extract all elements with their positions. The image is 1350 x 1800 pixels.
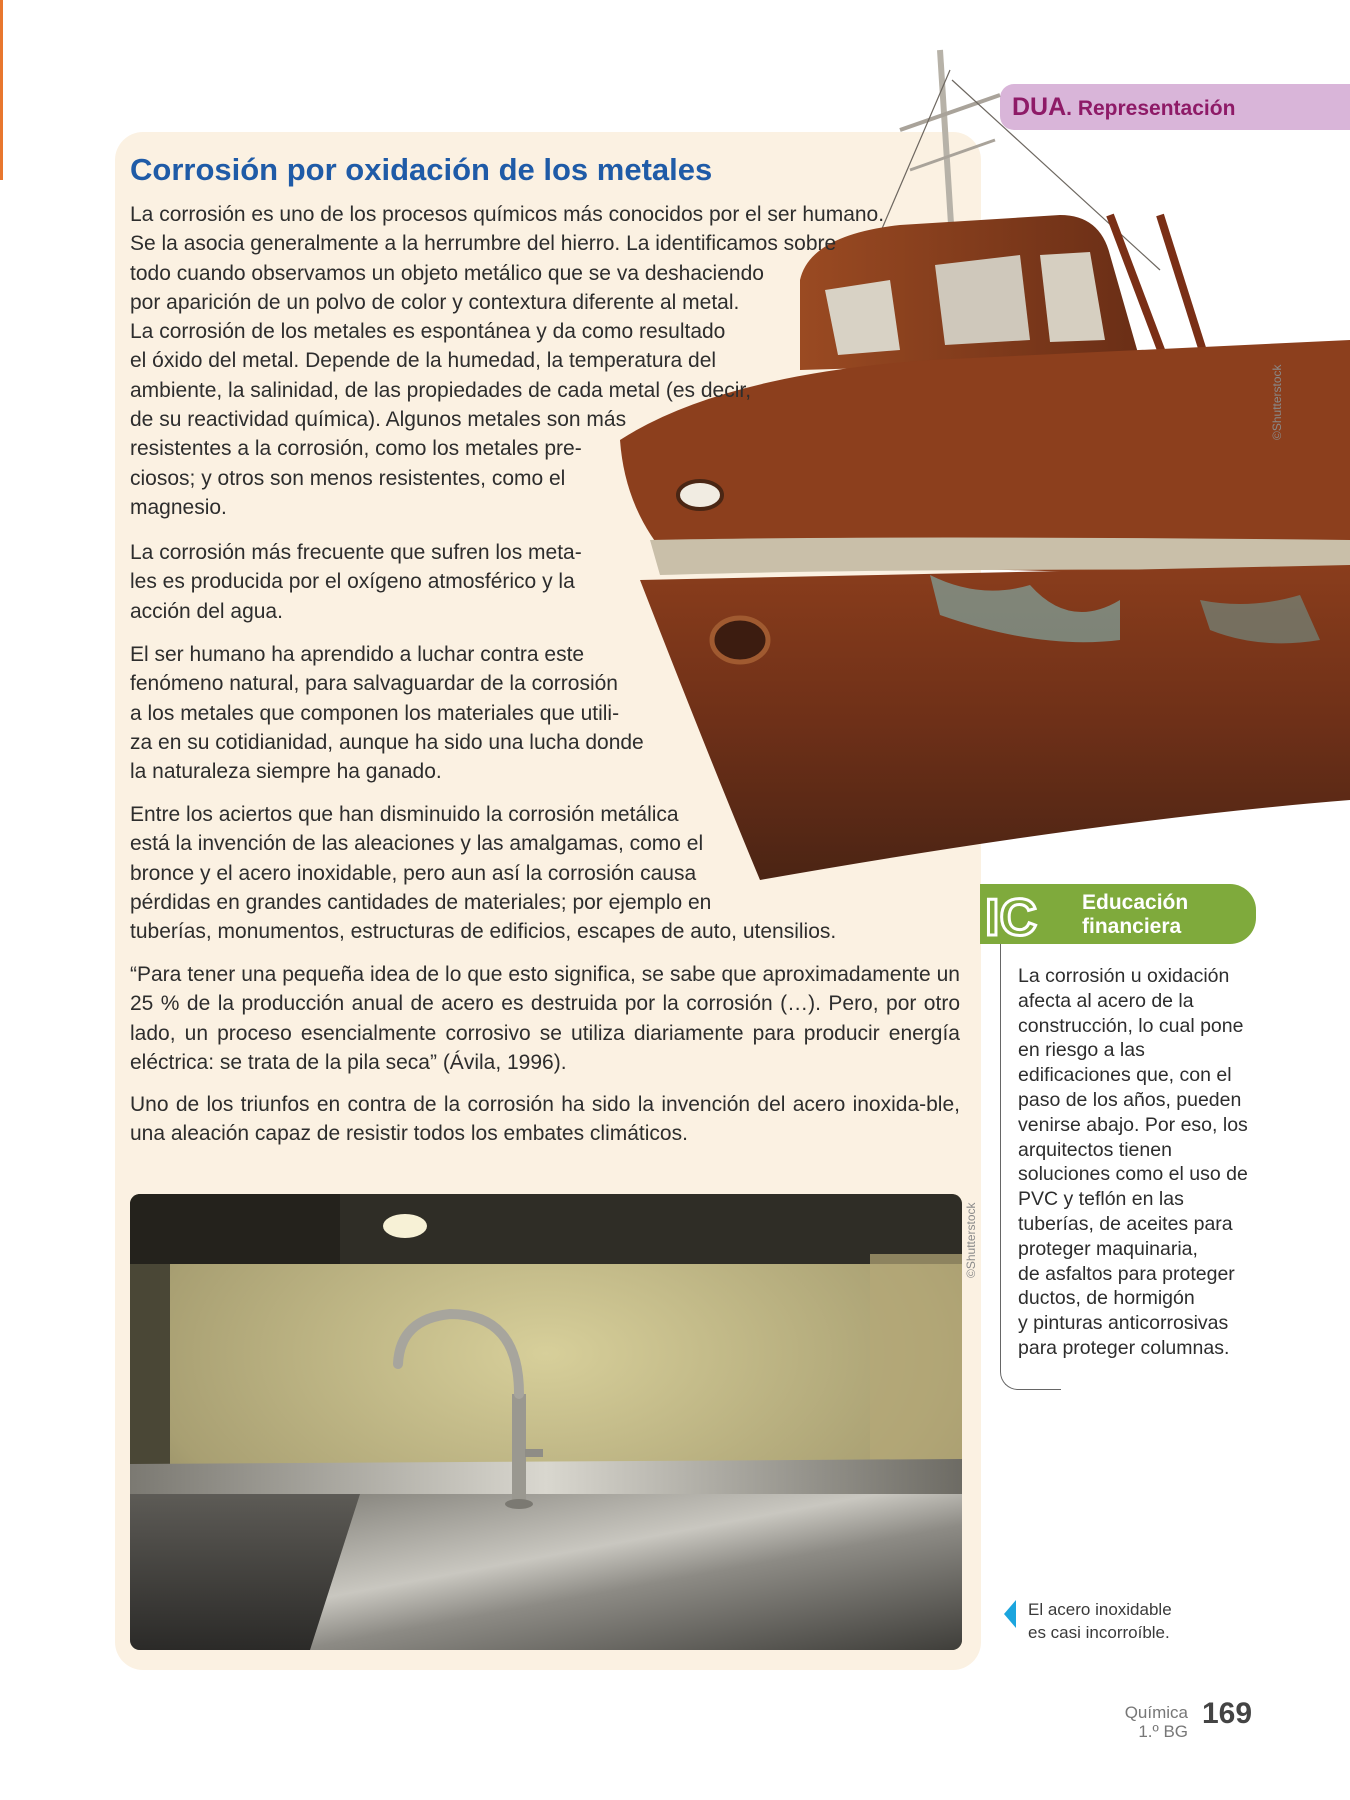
footer-subject: Química — [1124, 1703, 1188, 1722]
p3-line: la naturaleza siempre ha ganado. — [130, 760, 442, 784]
ic-line: de asfaltos para proteger — [1018, 1262, 1235, 1285]
ic-line: afecta al acero de la — [1018, 989, 1194, 1012]
p3-line: a los metales que componen los materiales que utili- — [130, 701, 620, 725]
paragraph-2 — [130, 538, 630, 626]
p4-line: está la invención de las aleaciones y las amalgamas, como el — [130, 832, 704, 856]
p2-line: La corrosión más frecuente que sufren los meta- — [130, 541, 582, 564]
p3-line: El ser humano ha aprendido a luchar contra este — [130, 643, 585, 666]
ic-line: soluciones como el uso de — [1018, 1163, 1248, 1186]
ic-line: para proteger columnas. — [1018, 1336, 1230, 1359]
page-edge-mark — [0, 0, 3, 180]
paragraph-3 — [130, 640, 690, 786]
p1-line: ciosos; y otros son menos resistentes, como el — [130, 466, 566, 490]
p1-line: ambiente, la salinidad, de las propiedades de cada metal (es decir, — [130, 378, 752, 402]
paragraph-5-quote: “Para tener una pequeña idea de lo que esto significa, se sabe que aproximadamente un 25 % de la producción anual de acero es destruida por la corrosión (…). Pero, por otro lado, un proceso esencialmente corrosivo se utiliza diariamente para producir energía eléctrica: se trata de la pila seca” (Ávila, 1996). — [130, 963, 960, 1074]
sink-photo-credit: ©Shutterstock — [964, 1202, 978, 1278]
p3-line: za en su cotidianidad, aunque ha sido una lucha donde — [130, 730, 644, 754]
p1-line: el óxido del metal. Depende de la humedad, la temperatura del — [130, 349, 717, 373]
dua-label: DUA — [1012, 93, 1067, 121]
ic-line: edificaciones que, con el — [1018, 1064, 1232, 1087]
p4-line: bronce y el acero inoxidable, pero aun así la corrosión causa — [130, 861, 697, 885]
ic-line: ductos, de hormigón — [1018, 1287, 1195, 1310]
p4-line: tuberías, monumentos, estructuras de edificios, escapes de auto, utensilios. — [130, 920, 837, 944]
financial-education-title — [1082, 891, 1252, 939]
dua-sublabel: . Representación — [1066, 97, 1236, 120]
page-number: 169 — [1202, 1697, 1253, 1730]
p1-line: por aparición de un polvo de color y contextura diferente al metal. — [130, 290, 740, 314]
p2-line: les es producida por el oxígeno atmosférico y la — [130, 570, 575, 594]
p1-line: todo cuando observamos un objeto metálico que se va deshaciendo — [130, 261, 764, 285]
financial-education-text — [1018, 964, 1268, 1361]
p1-line: La corrosión de los metales es espontánea y da como resultado — [130, 320, 726, 344]
ic-title-line: financiera — [1082, 915, 1182, 938]
caption-line: es casi incorroíble. — [1028, 1623, 1170, 1642]
ic-line: PVC y teflón en las — [1018, 1188, 1184, 1211]
p2-line: acción del agua. — [130, 599, 283, 623]
caption-line: El acero inoxidable — [1028, 1600, 1172, 1619]
p1-line: magnesio. — [130, 495, 227, 519]
p4-line: Entre los aciertos que han disminuido la corrosión metálica — [130, 803, 679, 826]
paragraph-6: Uno de los triunfos en contra de la corrosión ha sido la invención del acero inoxida-ble, una aleación capaz de resistir todos los embates climáticos. — [130, 1093, 960, 1146]
paragraph-4 — [130, 800, 890, 946]
p1-line: de su reactividad química). Algunos metales son más — [130, 408, 627, 432]
ic-line: paso de los años, pueden — [1018, 1088, 1242, 1111]
paragraph-1 — [130, 200, 910, 522]
ic-line: construcción, lo cual pone — [1018, 1014, 1244, 1037]
caption-arrow-icon — [1004, 1600, 1016, 1628]
ic-line: y pinturas anticorrosivas — [1018, 1312, 1229, 1335]
ship-photo-credit: ©Shutterstock — [1270, 364, 1284, 440]
stainless-sink-image — [130, 1194, 962, 1650]
p3-line: fenómeno natural, para salvaguardar de la corrosión — [130, 672, 618, 696]
p1-line: La corrosión es uno de los procesos químicos más conocidos por el ser humano. — [130, 203, 885, 226]
ic-line: en riesgo a las — [1018, 1039, 1145, 1062]
ic-logo-text: IC — [985, 889, 1037, 947]
ic-line: tuberías, de aceites para — [1018, 1212, 1233, 1235]
ic-line: La corrosión u oxidación — [1018, 965, 1230, 987]
p1-line: resistentes a la corrosión, como los metales pre- — [130, 437, 582, 461]
ic-line: arquitectos tienen — [1018, 1138, 1172, 1161]
ic-line: venirse abajo. Por eso, los — [1018, 1113, 1248, 1136]
p4-line: pérdidas en grandes cantidades de materiales; por ejemplo en — [130, 890, 712, 914]
ic-line: proteger maquinaria, — [1018, 1237, 1198, 1260]
ic-logo-icon — [983, 887, 1047, 947]
sink-caption — [1028, 1598, 1228, 1644]
ic-title-line: Educación — [1082, 891, 1189, 914]
footer-grade: 1.º BG — [1138, 1722, 1188, 1741]
p1-line: Se la asocia generalmente a la herrumbre del hierro. La identificamos sobre — [130, 232, 837, 256]
article-title: Corrosión por oxidación de los metales — [130, 152, 713, 187]
